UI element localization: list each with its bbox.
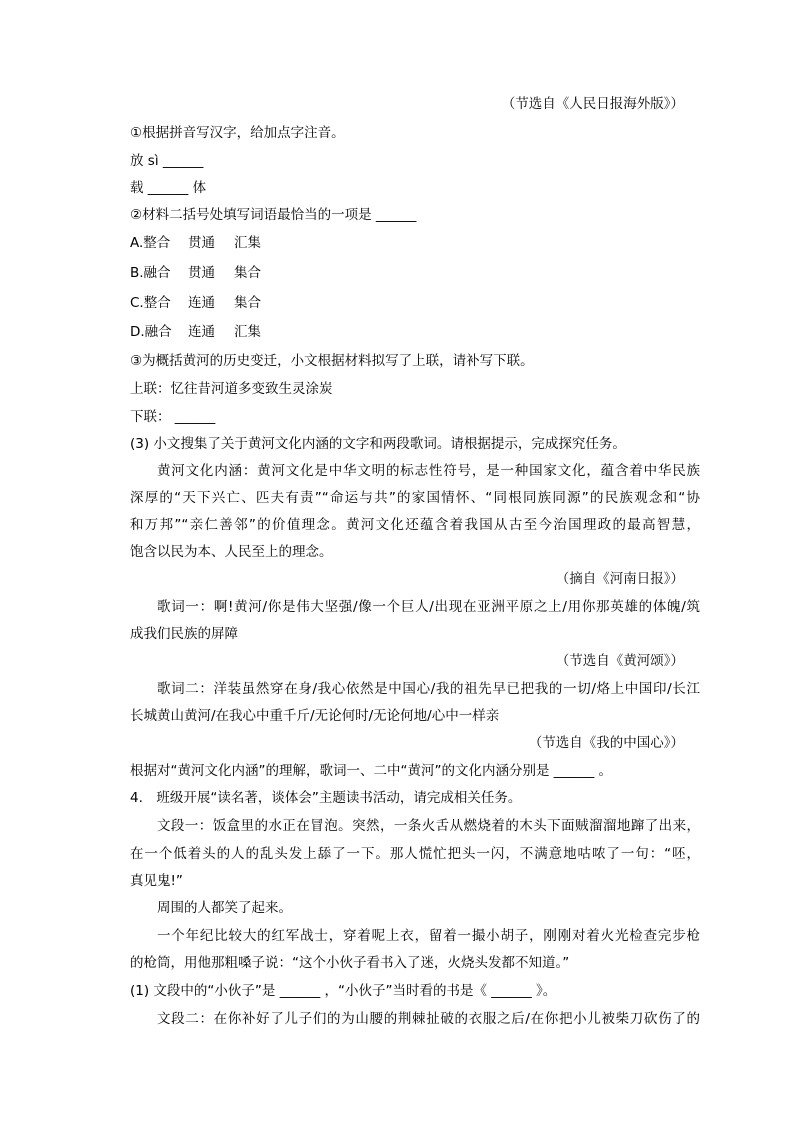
option-d: D.融合 连通 汇集: [130, 324, 261, 340]
culture-para-line: 黄河文化内涵：黄河文化是中华文明的标志性符号，是一种国家文化，蕴含着中华民族: [157, 463, 700, 479]
question-3: ③为概括黄河的历史变迁，小文根据材料拟写了上联，请补写下联。: [130, 353, 534, 369]
culture-para-line: 深厚的“天下兴亡、匹夫有责”“命运与共”的家国情怀、“同根同族同源”的民族观念和“协: [130, 490, 700, 506]
couplet-upper: 上联：忆往昔河道多变致生灵涂炭: [130, 381, 333, 397]
question-2: ②材料二括号处填写词语最恰当的一项是 ______: [130, 207, 417, 223]
question-1a: 放 sì ______: [130, 153, 204, 169]
culture-para-line: 和万邦”“亲仁善邻”的价值理念。黄河文化还蕴含着我国从古至今治国理政的最高智慧，: [130, 517, 700, 533]
question-4: 4. 班级开展“读名著，谈体会”主题读书活动，请完成相关任务。: [130, 790, 522, 806]
excerpt-1-line: 的枪筒，用他那粗嗓子说：“这个小伙子看书入了迷，火烧头发都不知道。”: [130, 955, 570, 971]
excerpt-1-line: 文段一：饭盒里的水正在冒泡。突然，一条火舌从燃烧着的木头下面贼溜溜地蹿了出来，: [157, 818, 700, 834]
lyric-1-line: 成我们民族的屏障: [130, 626, 238, 642]
excerpt-1-line: 真见鬼!”: [130, 873, 183, 889]
excerpt-1-line: 一个年纪比较大的红军战士，穿着呢上衣，留着一撮小胡子，刚刚对着火光检查完步枪: [157, 928, 700, 944]
excerpt-1-line: 在一个低着头的人的乱头发上舔了一下。那人慌忙把头一闪，不满意地咕哝了一句：“呸，: [130, 846, 700, 862]
lyric-2-line: 长城黄山黄河/在我心中重千斤/无论何时/无论何地/心中一样亲: [130, 708, 500, 724]
source-note: （节选自《我的中国心》）: [528, 735, 684, 751]
culture-para-line: 饱含以民为本、人民至上的理念。: [130, 544, 333, 560]
lyric-1-line: 歌词一：啊!黄河/你是伟大坚强/像一个巨人/出现在亚洲平原之上/用你那英雄的体魄/筑: [157, 599, 700, 615]
option-a: A.整合 贯通 汇集: [130, 235, 261, 251]
question-1: ①根据拼音写汉字，给加点字注音。: [130, 125, 345, 141]
question-1b: 载 ______ 体: [130, 180, 207, 196]
source-note: （摘自《河南日报》）: [555, 571, 684, 587]
question-3-prompt: 根据对“黄河文化内涵”的理解，歌词一、二中“黄河”的文化内涵分别是 ______ 。: [130, 763, 613, 779]
source-note: （节选自《黄河颂》）: [555, 653, 684, 669]
couplet-lower: 下联： ______: [130, 409, 216, 425]
lyric-2-line: 歌词二：洋装虽然穿在身/我心依然是中国心/我的祖先早已把我的一切/烙上中国印/长江: [157, 681, 700, 697]
source-note: （节选自《人民日报海外版》）: [501, 96, 684, 112]
question-4-1: (1) 文段中的“小伙子”是 ______ ，“小伙子”当时看的书是《 ______ 》。: [130, 983, 557, 999]
option-b: B.融合 贯通 集合: [130, 265, 261, 281]
option-c: C.整合 连通 集合: [130, 295, 261, 311]
section-3-heading: (3) 小文搜集了关于黄河文化内涵的文字和两段歌词。请根据提示，完成探究任务。: [130, 436, 626, 452]
excerpt-1-line: 周围的人都笑了起来。: [157, 900, 292, 916]
excerpt-2-line: 文段二：在你补好了儿子们的为山腰的荆棘扯破的衣服之后/在你把小儿被柴刀砍伤了的: [157, 1011, 700, 1027]
